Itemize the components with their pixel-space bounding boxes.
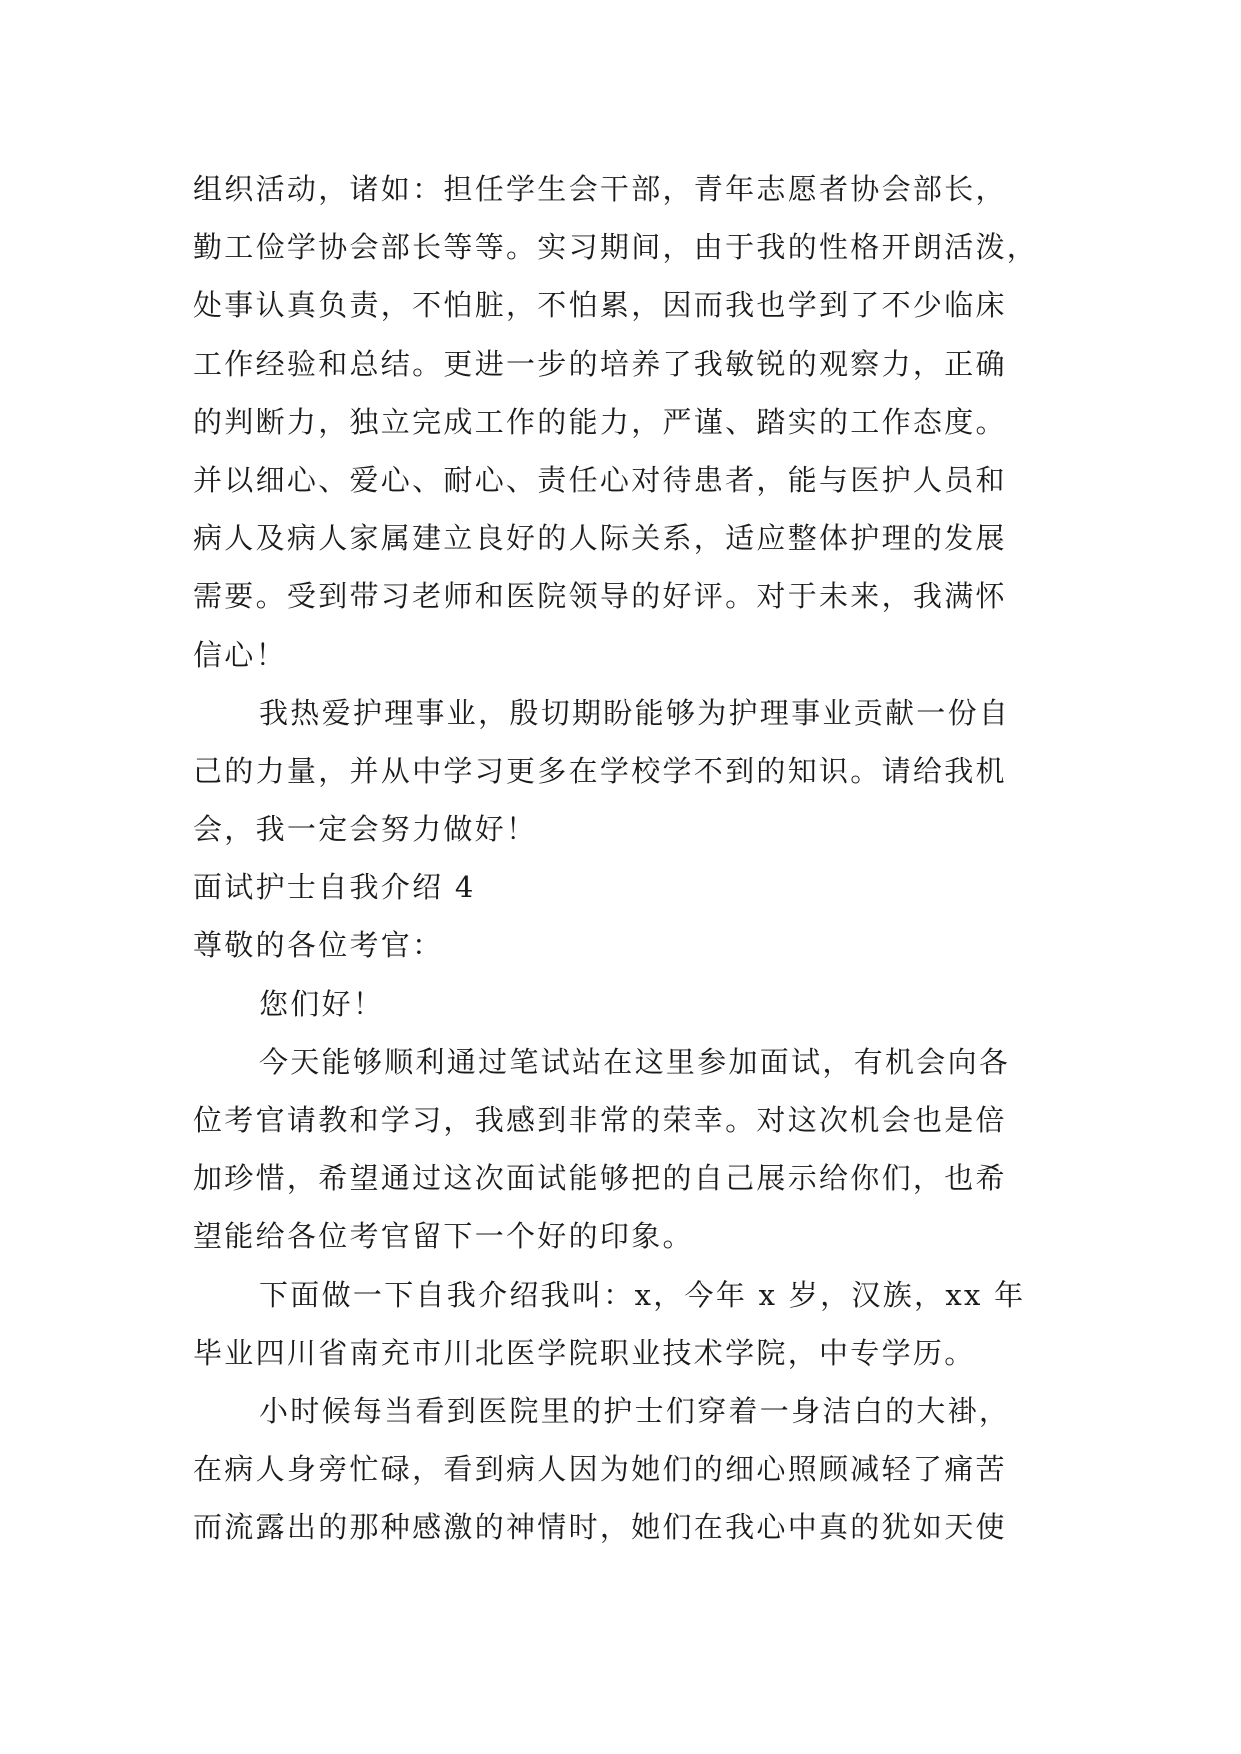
text-line: 并以细心、爱心、耐心、责任心对待患者，能与医护人员和 — [193, 462, 1007, 497]
text-line: 而流露出的那种感激的神情时，她们在我心中真的犹如天使 — [193, 1510, 1007, 1545]
text-line: 在病人身旁忙碌，看到病人因为她们的细心照顾减轻了痛苦 — [193, 1452, 1007, 1487]
text-line: 会，我一定会努力做好！ — [193, 812, 538, 847]
text-line: 我热爱护理事业，殷切期盼能够为护理事业贡献一份自 — [259, 695, 1011, 730]
text-line: 需要。受到带习老师和医院领导的好评。对于未来，我满怀 — [193, 579, 1007, 614]
text-line: 信心！ — [193, 637, 287, 672]
text-line: 组织活动，诸如：担任学生会干部，青年志愿者协会部长， — [193, 172, 1007, 206]
text-line: 望能给各位考官留下一个好的印象。 — [193, 1219, 694, 1254]
text-line: 今天能够顺利通过笔试站在这里参加面试，有机会向各 — [259, 1044, 1011, 1079]
text-line: 处事认真负责，不怕脏，不怕累，因而我也学到了不少临床 — [193, 288, 1007, 323]
text-line: 您们好！ — [259, 986, 385, 1021]
text-line: 面试护士自我介绍 4 — [193, 870, 476, 905]
text-line: 工作经验和总结。更进一步的培养了我敏锐的观察力，正确 — [193, 346, 1007, 381]
text-line: 加珍惜，希望通过这次面试能够把的自己展示给你们，也希 — [193, 1161, 1007, 1196]
document-body — [193, 160, 1053, 1557]
text-line: 位考官请教和学习，我感到非常的荣幸。对这次机会也是倍 — [193, 1103, 1007, 1137]
text-line: 勤工俭学协会部长等等。实习期间，由于我的性格开朗活泼， — [193, 230, 1039, 265]
text-line: 毕业四川省南充市川北医学院职业技术学院，中专学历。 — [193, 1335, 976, 1370]
text-line: 病人及病人家属建立良好的人际关系，适应整体护理的发展 — [193, 521, 1007, 556]
text-line: 己的力量，并从中学习更多在学校学不到的知识。请给我机 — [193, 753, 1007, 788]
text-line: 下面做一下自我介绍我叫：x，今年 x 岁，汉族，xx 年 — [259, 1277, 1026, 1312]
text-line: 小时候每当看到医院里的护士们穿着一身洁白的大褂， — [259, 1393, 1011, 1428]
text-line: 的判断力，独立完成工作的能力，严谨、踏实的工作态度。 — [193, 404, 1007, 439]
text-line: 尊敬的各位考官： — [193, 928, 444, 963]
